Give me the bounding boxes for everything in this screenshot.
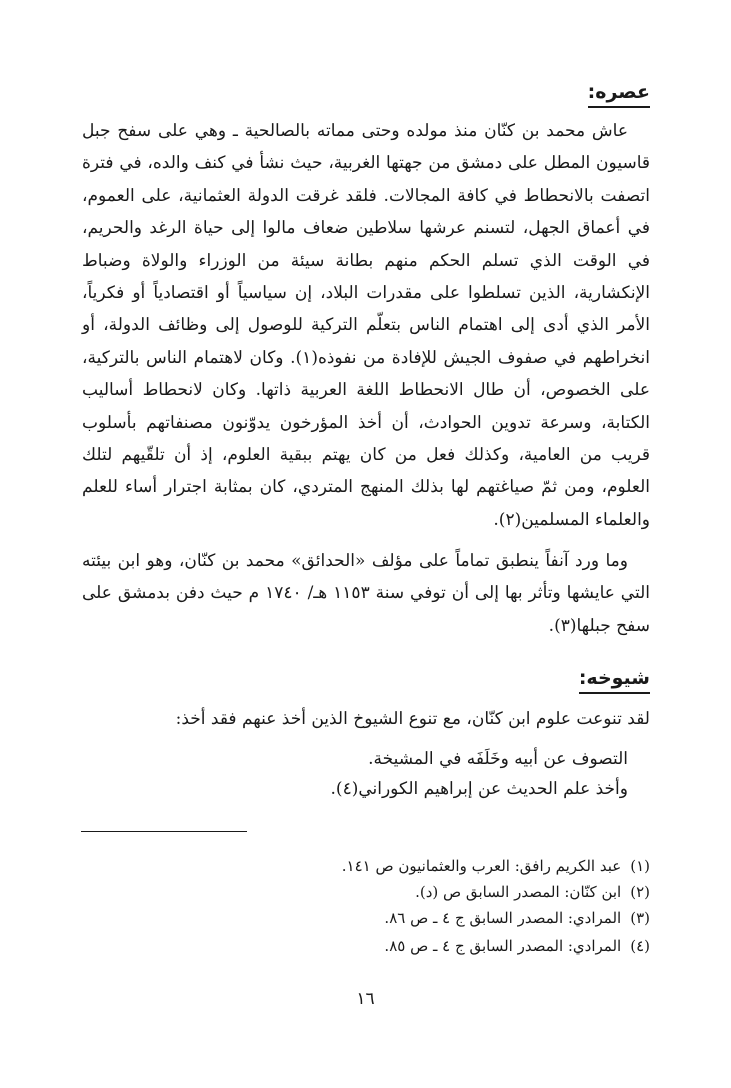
section-heading-era: عصره: [588, 79, 650, 108]
footnote [384, 934, 650, 958]
footnote [342, 854, 650, 878]
teacher-item: وأخذ علم الحديث عن إبراهيم الكوراني(٤). [330, 779, 628, 799]
footnote-number: (٢) [630, 883, 650, 901]
footnote-text: المرادي: المصدر السابق ج ٤ ـ ص ٨٦. [384, 909, 622, 927]
section-heading-teachers: شيوخه: [579, 665, 650, 694]
footnote-text: عبد الكريم رافق: العرب والعثمانيون ص ١٤١. [341, 857, 622, 875]
footnote-number: (٣) [630, 909, 650, 927]
footnote [384, 906, 650, 930]
footnote-number: (٤) [630, 937, 650, 955]
footnote-number: (١) [630, 857, 650, 875]
teachers-intro: لقد تنوعت علوم ابن كنّان، مع تنوع الشيوخ الذين أخذ عنهم فقد أخذ: [175, 709, 650, 729]
footnote-separator [81, 831, 247, 832]
era-paragraph: عاش محمد بن كنّان منذ مولده وحتى مماته بالصالحية ـ وهي على سفح جبل قاسيون المطل على دمشق من جهتها الغربية، حيث نشأ في كنف والده، في فترة اتصفت بالانحطاط في كافة المجالات. فلقد غرقت الدولة العثمانية، على العموم، في أعماق الجهل، لتسنم عرشها سلاطين ضعاف مالوا إلى حياة الرغد والحريم، في الوقت الذي تسلم الحكم منهم بطانة سيئة من الوزراء والولاة وضباط الإنكشارية، الذين تسلطوا على مقدرات البلاد، إن سياسياً أو اقتصادياً أو فكرياً، الأمر الذي أدى إلى اهتمام الناس بتعلّم التركية للوصول إلى وظائف الدولة، أو انخراطهم في صفوف الجيش للإفادة من نفوذه(١). وكان لاهتمام الناس بالتركية، على الخصوص، أن طال الانحطاط اللغة العربية ذاتها. وكان لانحطاط أساليب الكتابة، وسرعة تدوين الحوادث، أن أخذ المؤرخون يدوّنون مصنفاتهم بأسلوب قريب من العامية، وكذلك فعل من كان يهتم ببقية العلوم، إذ أن تلقّيهم لتلك العلوم، ومن ثمّ صياغتهم لها بذلك المنهج المتردي، كان بمثابة اجترار أساء للعلم والعلماء المسلمين(٢). [82, 121, 650, 530]
page-number: ١٦ [356, 989, 375, 1009]
footnote-text: المرادي: المصدر السابق ج ٤ ـ ص ٨٥. [384, 937, 622, 955]
footnote [415, 880, 650, 904]
author-paragraph: وما ورد آنفاً ينطبق تماماً على مؤلف «الحدائق» محمد بن كنّان، وهو ابن بيئته التي عايشها وتأثر بها إلى أن توفي سنة ١١٥٣ هـ/ ١٧٤٠ م حيث دفن بدمشق على سفح جبلها(٣). [82, 551, 651, 636]
teacher-item: التصوف عن أبيه وخَلَفَه في المشيخة. [368, 749, 628, 769]
footnote-text: ابن كنّان: المصدر السابق ص (د). [415, 883, 622, 901]
